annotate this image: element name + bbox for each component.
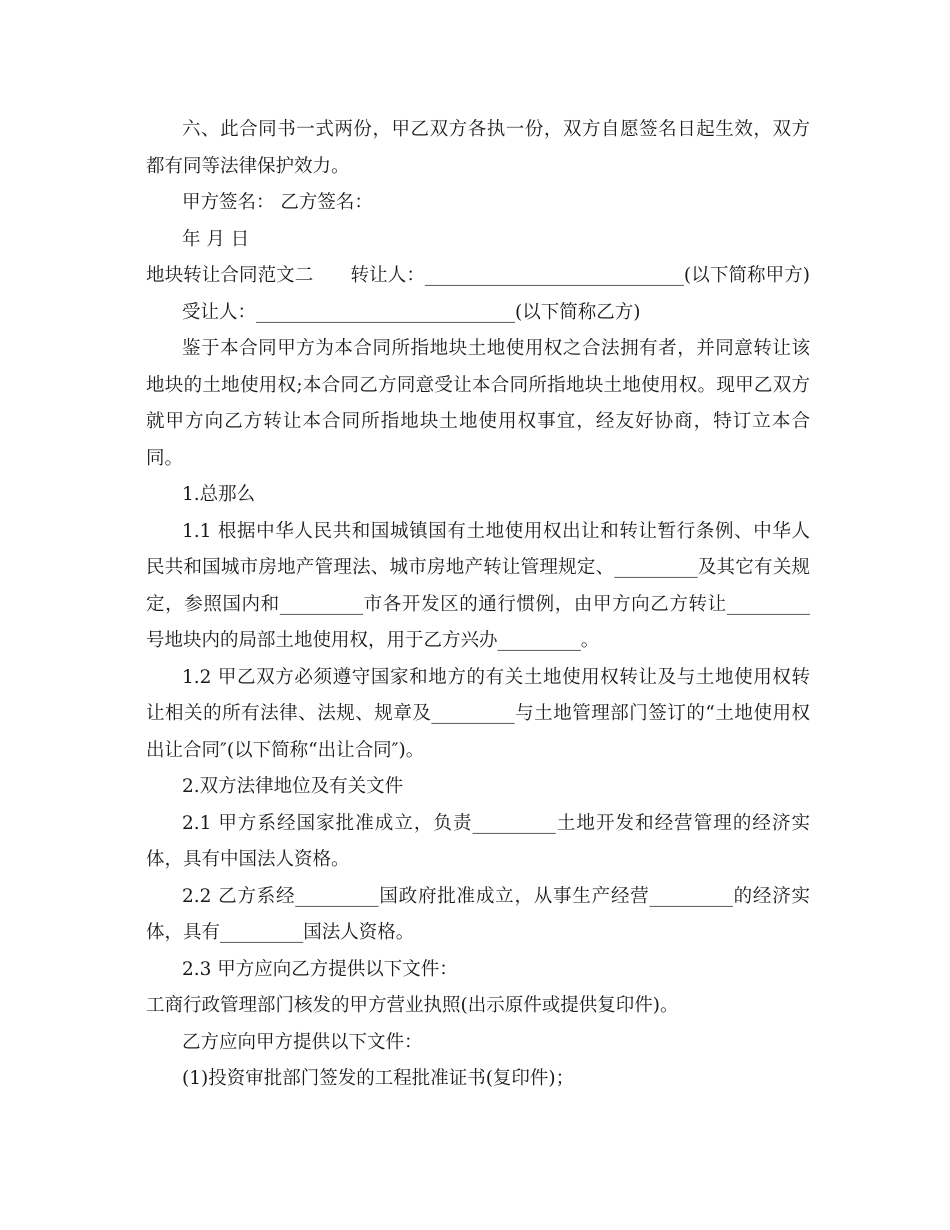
paragraph-line: 定，参照国内和_________市各开发区的通行惯例，由甲方向乙方转让_________ bbox=[146, 593, 810, 615]
paragraph-line: 六、此合同书一式两份，甲乙双方各执一份，双方自愿签名日起生效，双方 bbox=[182, 119, 810, 140]
paragraph-line: 1.2 甲乙双方必须遵守国家和地方的有关土地使用权转让及与土地使用权转 bbox=[182, 666, 810, 688]
section-heading: 2.双方法律地位及有关文件 bbox=[182, 776, 404, 797]
paragraph-line: 体，具有_________国法人资格。 bbox=[146, 922, 415, 943]
paragraph-line: 出让合同″(以下简称“出让合同″)。 bbox=[146, 739, 425, 761]
paragraph-line: 同。 bbox=[146, 447, 184, 469]
transferee-line: 受让人：____________________________(以下简称乙方) bbox=[182, 301, 641, 323]
paragraph-line: 2.3 甲方应向乙方提供以下文件： bbox=[182, 958, 458, 980]
paragraph-line: 就甲方向乙方转让本合同所指地块土地使用权事宜，经友好协商，特订立本合 bbox=[146, 411, 810, 432]
paragraph-line: 乙方应向甲方提供以下文件： bbox=[182, 1031, 423, 1053]
paragraph-line: 体，具有中国法人资格。 bbox=[146, 849, 350, 870]
paragraph-line: 民共和国城市房地产管理法、城市房地产转让管理规定、_________及其它有关规 bbox=[146, 557, 810, 578]
paragraph-line: 让相关的所有法律、法规、规章及_________与土地管理部门签订的“土地使用权 bbox=[146, 703, 810, 724]
paragraph-line: 都有同等法律保护效力。 bbox=[146, 155, 350, 177]
paragraph-line: 地块的土地使用权;本合同乙方同意受让本合同所指地块土地使用权。现甲乙双方 bbox=[146, 374, 810, 396]
document-body bbox=[146, 112, 810, 1098]
section-heading: 1.总那么 bbox=[182, 484, 256, 505]
date-line: 年 月 日 bbox=[182, 228, 250, 250]
paragraph-line: 2.2 乙方系经_________国政府批准成立，从事生产经营_________的经济实 bbox=[182, 885, 810, 907]
paragraph-line: 鉴于本合同甲方为本合同所指地块土地使用权之合法拥有者，并同意转让该 bbox=[182, 338, 810, 359]
paragraph-line: 1.1 根据中华人民共和国城镇国有土地使用权出让和转让暂行条例、中华人 bbox=[182, 520, 810, 542]
signature-line: 甲方签名： 乙方签名： bbox=[182, 192, 373, 213]
paragraph-line: 工商行政管理部门核发的甲方营业执照(出示原件或提供复印件)。 bbox=[146, 995, 679, 1016]
paragraph-line: (1)投资审批部门签发的工程批准证书(复印件)； bbox=[182, 1068, 575, 1089]
paragraph-line: 2.1 甲方系经国家批准成立，负责_________土地开发和经营管理的经济实 bbox=[182, 812, 810, 834]
contract-title-line: 地块转让合同范文二 转让人：____________________________(以下简称甲方) bbox=[146, 265, 810, 286]
paragraph-line: 号地块内的局部土地使用权，用于乙方兴办_________。 bbox=[146, 630, 600, 651]
